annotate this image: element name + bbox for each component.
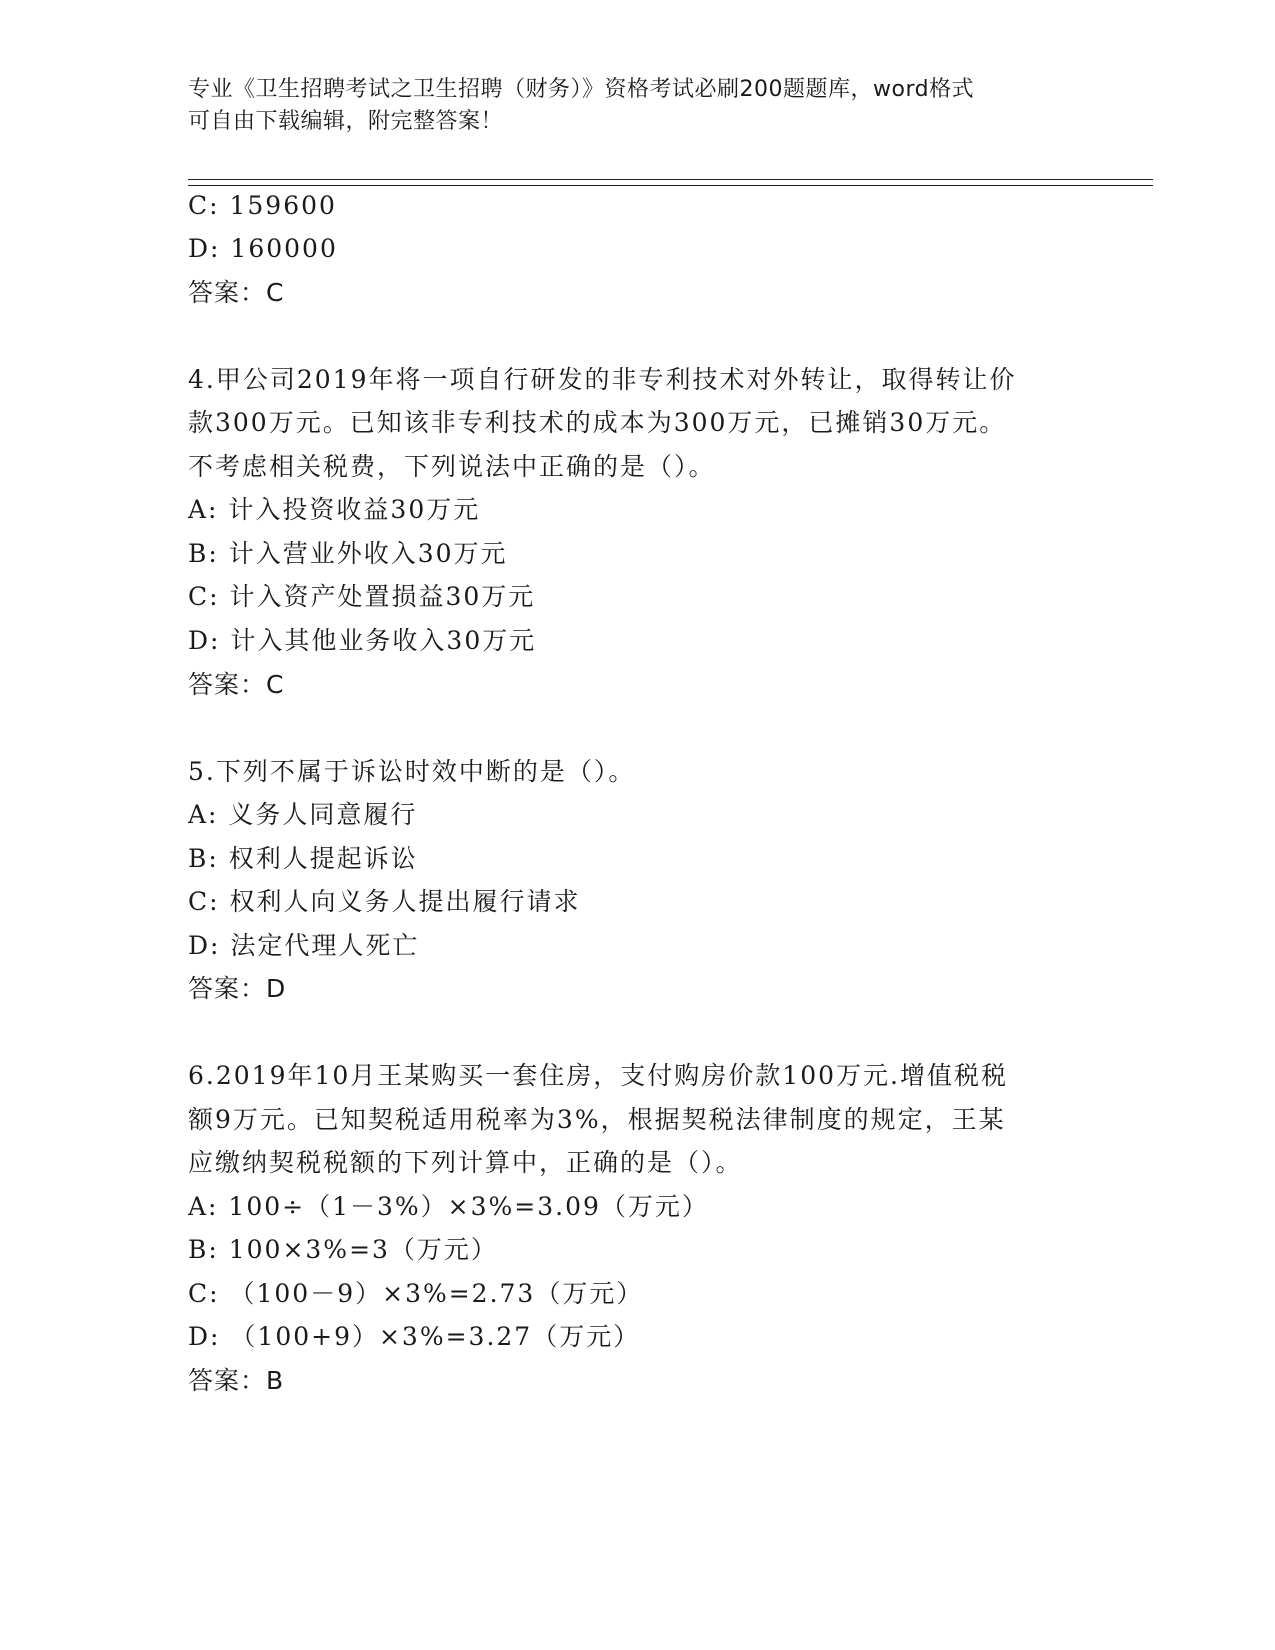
q5-option-c: C: 权利人向义务人提出履行请求 — [188, 887, 581, 916]
q5-answer: 答案：D — [188, 974, 287, 1003]
q4-stem-line-2: 款300万元。已知该非专利技术的成本为300万元，已摊销30万元。 — [188, 408, 1007, 437]
q6-option-c: C: （100－9）×3%=2.73（万元） — [188, 1279, 644, 1308]
header-title-line-1: 专业《卫生招聘考试之卫生招聘（财务）》资格考试必刷200题题库，word格式 — [188, 77, 975, 102]
q5-stem-line-1: 5.下列不属于诉讼时效中断的是（）。 — [188, 757, 636, 786]
q5-option-b: B: 权利人提起诉讼 — [188, 844, 418, 873]
q6-stem-line-3: 应缴纳契税税额的下列计算中，正确的是（）。 — [188, 1148, 743, 1177]
q6-stem-line-1: 6.2019年10月王某购买一套住房，支付购房价款100万元.增值税税 — [188, 1061, 1008, 1090]
header-divider-top — [188, 179, 1153, 180]
page-header — [188, 74, 1088, 138]
q6-option-b: B: 100×3%=3（万元） — [188, 1235, 498, 1264]
q4-stem-line-1: 4.甲公司2019年将一项自行研发的非专利技术对外转让，取得转让价 — [188, 365, 1017, 394]
q4-stem-line-3: 不考虑相关税费，下列说法中正确的是（）。 — [188, 452, 716, 481]
q4-option-b: B: 计入营业外收入30万元 — [188, 539, 508, 568]
q4-option-c: C: 计入资产处置损益30万元 — [188, 582, 536, 611]
q4-option-d: D: 计入其他业务收入30万元 — [188, 626, 537, 655]
q6-option-d: D: （100+9）×3%=3.27（万元） — [188, 1322, 641, 1351]
q4-option-a: A: 计入投资收益30万元 — [188, 495, 481, 524]
header-title-line-2: 可自由下载编辑，附完整答案！ — [188, 109, 504, 134]
q6-option-a: A: 100÷（1－3%）×3%=3.09（万元） — [188, 1192, 709, 1221]
prev-question-answer: 答案：C — [188, 278, 285, 307]
header-divider-bottom — [188, 185, 1153, 186]
prev-question-option-c: C: 159600 — [188, 191, 337, 220]
q5-option-a: A: 义务人同意履行 — [188, 800, 418, 829]
q5-option-d: D: 法定代理人死亡 — [188, 931, 420, 960]
prev-question-option-d: D: 160000 — [188, 234, 338, 263]
q4-answer: 答案：C — [188, 670, 285, 699]
q6-answer: 答案：B — [188, 1366, 285, 1395]
q6-stem-line-2: 额9万元。已知契税适用税率为3%，根据契税法律制度的规定，王某 — [188, 1105, 1006, 1134]
